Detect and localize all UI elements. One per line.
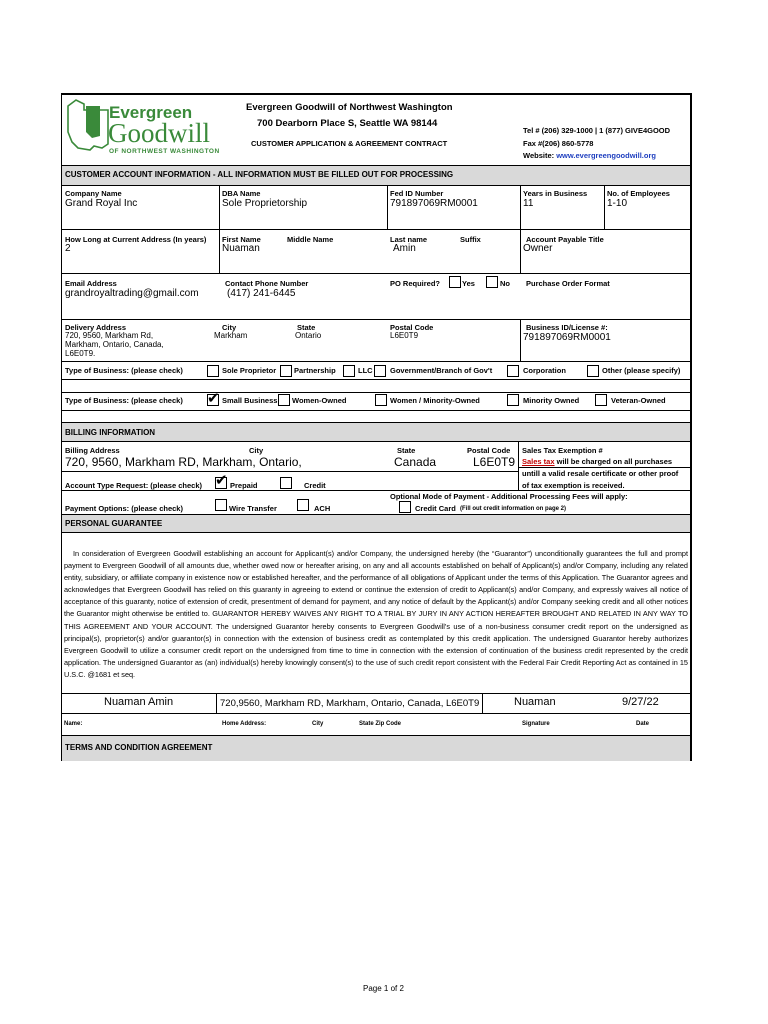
form-top-border [61,93,691,95]
line [518,467,691,468]
tax-exemption-label: Sales Tax Exemption # [522,446,603,455]
government-checkbox[interactable] [374,365,386,377]
logo-goodwill: Goodwill [108,118,211,148]
years-field[interactable]: 11 [523,198,534,209]
billing-city-label: City [249,446,264,455]
signature-label: Signature [522,721,550,727]
women-owned-label: Women-Owned [292,396,347,405]
delivery-state-label: State [297,323,316,332]
form-title: CUSTOMER APPLICATION & AGREEMENT CONTRACT [251,139,448,148]
line [219,185,220,229]
billing-postal-field[interactable]: L6E0T9 [473,455,516,469]
prepaid-label: Prepaid [230,481,258,490]
page-number: Page 1 of 2 [363,984,404,993]
business-id-label: Business ID/License #: [526,323,608,332]
line [219,229,220,273]
date-label: Date [636,721,650,727]
ap-title-label: Account Payable Title [526,235,604,244]
llc-checkbox[interactable] [343,365,355,377]
po-yes-label: Yes [462,279,475,288]
delivery-postal-label: Postal Code [390,323,434,332]
signer-name-field[interactable]: Nuaman Amin [104,696,174,708]
signature-field[interactable]: Nuaman [514,696,556,708]
credit-card-note: (Fill out credit information on page 2) [460,506,566,512]
account-type-label: Account Type Request: (please check) [65,481,202,490]
line [61,392,691,393]
tax-note-line-2: untill a valid resale certificate or other proof [522,469,679,478]
delivery-address-line-1[interactable]: 720, 9560, Markham Rd, [65,331,154,340]
other-label: Other (please specify) [602,366,681,375]
suffix-label: Suffix [460,235,481,244]
line [61,693,691,694]
billing-address-label: Billing Address [65,446,120,455]
po-no-label: No [500,279,510,288]
business-type-2-label: Type of Business: (please check) [65,396,183,405]
how-long-field[interactable]: 2 [65,243,71,254]
small-business-checkmark-icon: ✔ [207,390,220,407]
credit-card-label: Credit Card [415,504,456,513]
billing-postal-label: Postal Code [467,446,511,455]
website-link[interactable]: www.evergreengoodwill.org [556,151,656,160]
line [387,185,388,229]
ap-title-field[interactable]: Owner [523,243,553,254]
line [61,229,691,230]
partnership-label: Partnership [294,366,336,375]
years-label: Years in Business [523,189,588,198]
llc-label: LLC [358,366,373,375]
logo [64,96,244,162]
customer-info-title: CUSTOMER ACCOUNT INFORMATION - ALL INFORMATION MUST BE FILLED OUT FOR PROCESSING [65,170,454,179]
home-address-label: Home Address: [222,721,267,727]
tax-note-line-1 [522,458,672,466]
wire-transfer-label: Wire Transfer [229,504,277,513]
delivery-state-field[interactable]: Ontario [295,331,322,340]
line [61,185,691,186]
partnership-checkbox[interactable] [280,365,292,377]
sole-proprietor-checkbox[interactable] [207,365,219,377]
guarantee-title: PERSONAL GUARANTEE [65,519,163,528]
other-checkbox[interactable] [587,365,599,377]
po-format-label: Purchase Order Format [526,279,610,288]
line [61,273,691,274]
ach-checkbox[interactable] [297,499,309,511]
veteran-owned-label: Veteran-Owned [611,396,666,405]
city-label: City [312,721,324,727]
last-name-field[interactable]: Amin [393,243,416,254]
women-minority-checkbox[interactable] [375,394,387,406]
women-minority-label: Women / Minority-Owned [390,396,480,405]
first-name-label: First Name [222,235,261,244]
how-long-label: How Long at Current Address (In years) [65,235,207,244]
date-field[interactable]: 9/27/22 [622,696,659,708]
line [61,165,691,166]
company-name-field[interactable]: Grand Royal Inc [65,198,138,209]
credit-label: Credit [304,481,326,490]
website [523,151,656,160]
ach-label: ACH [314,504,331,513]
credit-checkbox[interactable] [280,477,292,489]
line [61,713,691,714]
delivery-address-label: Delivery Address [65,323,127,332]
billing-title: BILLING INFORMATION [65,428,156,437]
line [61,319,691,320]
line [520,229,521,273]
line [61,441,691,442]
government-label: Government/Branch of Gov't [390,366,493,375]
credit-card-checkbox[interactable] [399,501,411,513]
fed-id-field[interactable]: 791897069RM0001 [390,198,478,209]
prepaid-checkmark-icon: ✔ [215,472,228,489]
line [61,471,518,472]
line [61,379,691,380]
employees-label: No. of Employees [607,189,670,198]
first-name-field[interactable]: Nuaman [222,243,260,254]
line [518,441,519,490]
fed-id-label: Fed ID Number [390,189,444,198]
dba-field[interactable]: Sole Proprietorship [222,198,308,209]
sales-tax-text: Sales tax [522,457,555,466]
phone-label: Contact Phone Number [225,279,309,288]
minority-owned-checkbox[interactable] [507,394,519,406]
company-name-label: Company Name [65,189,122,198]
sole-proprietor-label: Sole Proprietor [222,366,277,375]
email-label: Email Address [65,279,117,288]
logo-evergreen: Evergreen [109,103,193,122]
delivery-address-line-3[interactable]: L6E0T9. [65,349,96,358]
phone-field[interactable]: (417) 241-6445 [227,288,296,299]
form-right-border [690,93,692,761]
terms-title: TERMS AND CONDITION AGREEMENT [65,743,213,752]
billing-band [62,423,690,441]
line [216,693,217,713]
website-label: Website: [523,151,557,160]
org-address: 700 Dearborn Place S, Seattle WA 98144 [257,118,438,129]
last-name-label: Last name [390,235,428,244]
wire-transfer-checkbox[interactable] [215,499,227,511]
line [520,185,521,229]
po-no-checkbox[interactable] [486,276,498,288]
po-required-label: PO Required? [390,279,441,288]
tax-note-line-1-rest: will be charged on all purchases [554,457,673,466]
fax-number: Fax #(206) 860-5778 [523,139,594,148]
delivery-address-line-2[interactable]: Markham, Ontario, Canada, [65,340,164,349]
signer-address-field[interactable]: 720,9560, Markham RD, Markham, Ontario, Canada, L6E0T9 [220,698,480,709]
corporation-checkbox[interactable] [507,365,519,377]
small-business-label: Small Business [222,396,278,405]
payment-options-label: Payment Options: (please check) [65,504,183,513]
guarantee-text: In consideration of Evergreen Goodwill establishing an account for Applicant(s) and/or Company, the undersigned hereby (the “Guarantor”) unconditionally guarantees the full and prompt payment to Evergreen Goodwill of all amounts due, whether owed now or hereafter arising, on any and all accounts established on behalf of Applicant(s) and/or Company, including any related entity, subsidiary, or affiliate company in existence now or established hereafter, and the performance of all obligations of Applicant under the terms of this Application. The Guarantor agrees and acknowledges that Evergreen Goodwill has relied on this guaranty in agreeing to extend or continue the extension of credit to Applicant(s) and/or Company, and expressly waives all notice of acceptance of this guaranty, notice of extension of credit, presentment of demand for payment, and any notice of default by the Applicant(s) and/or Company seeking credit and all other notices the Guarantor might otherwise be entitled to. GUARANTOR HEREBY WAIVES ANY RIGHT TO A TRIAL BY JURY IN ANY ACTION HEREAFTER BROUGHT AND RELATED IN ANY WAY TO THIS AGREEMENT AND YOUR ACCOUNT. The undersigned Guarantor hereby consents to Evergreen Goodwill's use of a non-business consumer credit report on the undersigned as principal(s), proprietor(s) and/or guarantor(s) in connection with the extension of business credit as contemplated by this credit application. The undersigned Guarantor hereby authorizes Evergreen Goodwill to utilize a consumer credit report on the undersigned from time to time in connection with the extension of continuation of the business credit represented by the credit application. The undersigned Guarantor as (an) individual(s) hereby knowingly consent(s) to the use of such credit report consistent with the Federal Fair Credit Reporting Act as contained in 15 U.S.C. @1681 et seq. [64,549,688,679]
middle-name-label: Middle Name [287,235,334,244]
women-owned-checkbox[interactable] [278,394,290,406]
line [61,532,691,533]
state-zip-label: State Zip Code [359,721,402,727]
delivery-city-label: City [222,323,237,332]
line [482,693,483,713]
tax-note-line-3: of tax exemption is received. [522,481,625,490]
name-label: Name: [64,721,83,727]
veteran-owned-checkbox[interactable] [595,394,607,406]
delivery-city-field[interactable]: Markham [214,331,248,340]
tel-number: Tel # (206) 329-1000 | 1 (877) GIVE4GOOD [523,126,671,135]
minority-owned-label: Minority Owned [523,396,580,405]
email-field[interactable]: grandroyaltrading@gmail.com [65,288,199,299]
delivery-postal-field[interactable]: L6E0T9 [390,331,419,340]
logo-subtitle: OF NORTHWEST WASHINGTON [109,148,220,155]
line [61,490,691,491]
corporation-label: Corporation [523,366,566,375]
optional-payment-label: Optional Mode of Payment - Additional Processing Fees will apply: [390,492,628,501]
billing-address-field[interactable]: 720, 9560, Markham RD, Markham, Ontario, [65,455,302,469]
dba-label: DBA Name [222,189,261,198]
line [520,319,521,361]
po-yes-checkbox[interactable] [449,276,461,288]
line [604,185,605,229]
org-name: Evergreen Goodwill of Northwest Washington [246,102,453,113]
billing-state-label: State [397,446,416,455]
employees-field[interactable]: 1-10 [607,198,628,209]
billing-state-field[interactable]: Canada [394,455,437,469]
line [61,410,691,411]
business-id-field[interactable]: 791897069RM0001 [523,332,611,343]
line [61,361,691,362]
business-type-label: Type of Business: (please check) [65,366,183,375]
